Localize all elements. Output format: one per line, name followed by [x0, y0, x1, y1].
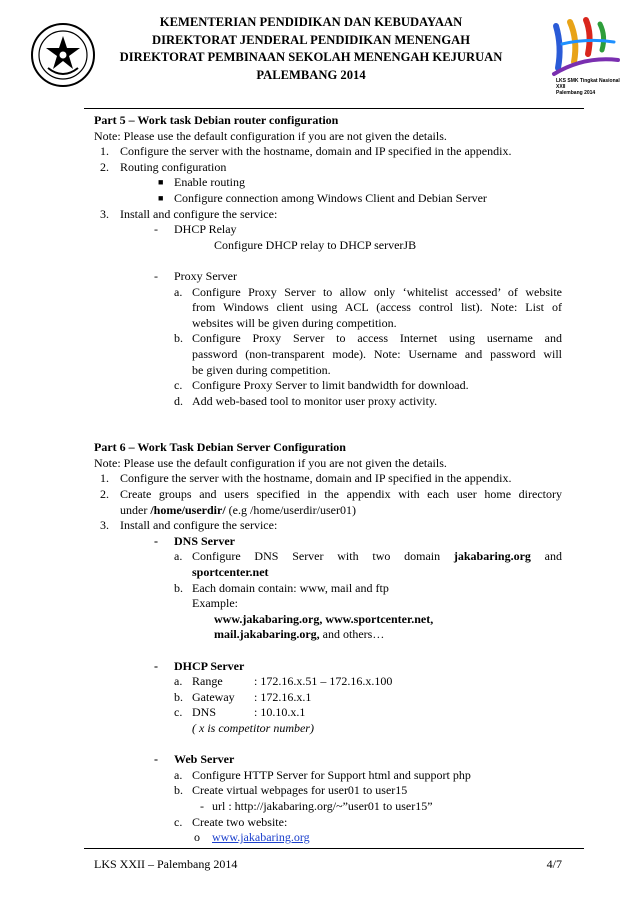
dash-marker: -	[200, 798, 204, 813]
list-number: 1.	[100, 471, 109, 486]
logo-caption-line-1: LKS SMK Tingkat Nasional XXII	[556, 78, 620, 90]
part6-dhcp-dns	[94, 705, 562, 721]
list-number: 3.	[100, 206, 109, 221]
field-label: Gateway	[192, 689, 235, 704]
service-name: Web Server	[174, 752, 235, 767]
item-text: Configure HTTP Server for Support html and support php	[192, 767, 471, 782]
letter-marker: c.	[174, 705, 183, 720]
spacer	[94, 409, 562, 440]
part5-proxy-a-line2: from Windows client using ACL (access control list). Note: List of	[192, 300, 562, 315]
item-text: Configure DNS Server with two domain	[192, 549, 454, 564]
item-text: Configure Proxy Server to access Internet using username and	[192, 331, 562, 346]
list-item-text: Configure the server with the hostname, domain and IP specified in the appendix.	[120, 144, 512, 159]
field-value: : 172.16.x.1	[254, 689, 312, 704]
letterhead	[0, 14, 638, 108]
list-item-text: Install and configure the service:	[120, 518, 278, 533]
header-title	[100, 14, 522, 84]
list-number: 2.	[100, 159, 109, 174]
url-text: url : http://jakabaring.org/~”user01 to user15”	[212, 798, 433, 813]
part6-web-a	[94, 768, 562, 784]
part6-web-c-site	[94, 830, 562, 846]
letter-marker: c.	[174, 814, 183, 829]
item-text: Create virtual webpages for user01 to user15	[192, 783, 408, 798]
header-divider	[84, 108, 584, 109]
service-name: Proxy Server	[174, 268, 237, 283]
header-line-city-year: PALEMBANG 2014	[256, 67, 366, 82]
bullet-text: Enable routing	[174, 175, 245, 190]
spacer	[94, 643, 562, 659]
part6-example-label: Example:	[192, 596, 238, 611]
square-bullet-icon: ■	[158, 192, 164, 203]
header-line-directorate: DIREKTORAT PEMBINAAN SEKOLAH MENENGAH KEJURUAN	[119, 50, 503, 64]
letter-marker: b.	[174, 689, 183, 704]
dash-marker: -	[154, 268, 158, 283]
logo-caption	[556, 78, 626, 96]
list-number: 2.	[100, 487, 109, 502]
part6-web-b-url	[94, 799, 562, 815]
logo-caption-line-2: Palembang 2014	[556, 90, 596, 96]
part6-example-line2	[94, 627, 562, 643]
letter-marker: a.	[174, 674, 183, 689]
text: under	[120, 502, 151, 517]
item-text: Create two website:	[192, 814, 288, 829]
part6-dns-server	[94, 534, 562, 550]
dash-marker: -	[154, 222, 158, 237]
list-item-text: Routing configuration	[120, 159, 227, 174]
field-label: DNS	[192, 705, 217, 720]
part6-web-server	[94, 752, 562, 768]
part5-item-3	[94, 207, 562, 223]
part5-dhcp-relay	[94, 222, 562, 238]
bullet-text: Configure connection among Windows Client and Debian Server	[174, 190, 487, 205]
dash-marker: -	[154, 752, 158, 767]
letter-marker: a.	[174, 549, 183, 564]
letter-marker: b.	[174, 580, 183, 595]
square-bullet-icon: ■	[158, 177, 164, 188]
example-domain: mail.jakabaring.org,	[214, 627, 320, 642]
footer-divider	[84, 848, 584, 849]
part6-dns-a	[94, 549, 562, 565]
ministry-emblem-icon	[30, 22, 96, 88]
list-number: 3.	[100, 518, 109, 533]
item-text: Configure Proxy Server to allow only ‘whitelist accessed’ of website	[192, 284, 562, 299]
part6-item-3	[94, 518, 562, 534]
domain-jakabaring: jakabaring.org	[453, 549, 531, 564]
service-name: DHCP Server	[174, 658, 245, 673]
text: (e.g /home/userdir/user01)	[225, 502, 356, 517]
part6-item-2-cont	[94, 503, 562, 519]
part6-web-b	[94, 783, 562, 799]
letter-marker: b.	[174, 783, 183, 798]
part5-item-2	[94, 160, 562, 176]
item-text: Add web-based tool to monitor user proxy activity.	[192, 393, 438, 408]
service-name: DHCP Relay	[174, 222, 237, 237]
part5-bullet-2	[94, 191, 562, 207]
part6-dns-b	[94, 581, 562, 597]
list-number: 1.	[100, 144, 109, 159]
jakabaring-link[interactable]: www.jakabaring.org	[212, 830, 310, 845]
home-path: /home/userdir/	[150, 502, 226, 517]
spacer	[94, 737, 562, 753]
page-footer	[94, 857, 562, 872]
letter-marker: b.	[174, 331, 183, 346]
header-line-directorate-general: DIREKTORAT JENDERAL PENDIDIKAN MENENGAH	[151, 32, 471, 47]
item-text: Each domain contain: www, mail and ftp	[192, 580, 389, 595]
part5-note: Note: Please use the default configuration if you are not given the details.	[94, 128, 447, 143]
field-label: Range	[192, 674, 223, 689]
item-text: Configure Proxy Server to limit bandwidth for download.	[192, 378, 469, 393]
item-text: and	[530, 549, 562, 564]
part6-web-c	[94, 815, 562, 831]
circle-bullet-icon: o	[194, 830, 200, 845]
part6-dhcp-gateway	[94, 690, 562, 706]
spacer	[94, 253, 562, 269]
part5-proxy-a-line1	[94, 285, 562, 301]
part6-dhcp-range	[94, 674, 562, 690]
part6-dhcp-server	[94, 659, 562, 675]
part5-proxy-c	[94, 378, 562, 394]
part5-proxy-b-line3: be given during competition.	[192, 362, 331, 377]
document-body	[94, 113, 562, 846]
header-line-ministry: KEMENTERIAN PENDIDIKAN DAN KEBUDAYAAN	[159, 15, 463, 29]
letter-marker: c.	[174, 378, 183, 393]
dash-marker: -	[154, 533, 158, 548]
list-item-text: Install and configure the service:	[120, 206, 278, 221]
footer-event: LKS XXII – Palembang 2014	[94, 857, 238, 871]
letter-marker: d.	[174, 393, 183, 408]
list-item-text: Create groups and users specified in the appendix with each user home directory	[120, 487, 562, 502]
field-value: : 10.10.x.1	[254, 705, 306, 720]
field-value: : 172.16.x.51 – 172.16.x.100	[254, 674, 393, 689]
part5-proxy	[94, 269, 562, 285]
letter-marker: a.	[174, 767, 183, 782]
example-rest: and others…	[319, 627, 385, 642]
part6-note: Note: Please use the default configuration if you are not given the details.	[94, 455, 447, 470]
list-item-text: Configure the server with the hostname, domain and IP specified in the appendix.	[120, 471, 512, 486]
part5-bullet-1	[94, 175, 562, 191]
part5-proxy-b-line2: password (non-transparent mode). Note: Username and password will	[192, 346, 562, 361]
dash-marker: -	[154, 658, 158, 673]
part5-proxy-a-line3: websites will be given during competition.	[192, 315, 397, 330]
service-name: DNS Server	[174, 533, 235, 548]
part5-item-1	[94, 144, 562, 160]
part5-proxy-b-line1	[94, 331, 562, 347]
part6-title: Part 6 – Work Task Debian Server Configuration	[94, 440, 346, 455]
part6-item-1	[94, 471, 562, 487]
part6-example-line1: www.jakabaring.org, www.sportcenter.net,	[214, 611, 434, 626]
part6-dns-a-domain2: sportcenter.net	[192, 565, 269, 580]
letter-marker: a.	[174, 284, 183, 299]
part6-competitor-note: ( x is competitor number)	[192, 720, 314, 735]
page-number: 4/7	[546, 857, 562, 871]
part6-item-2	[94, 487, 562, 503]
part5-dhcp-relay-desc: Configure DHCP relay to DHCP serverJB	[214, 237, 417, 252]
part5-title: Part 5 – Work task Debian router configuration	[94, 113, 339, 127]
part5-proxy-d	[94, 394, 562, 410]
